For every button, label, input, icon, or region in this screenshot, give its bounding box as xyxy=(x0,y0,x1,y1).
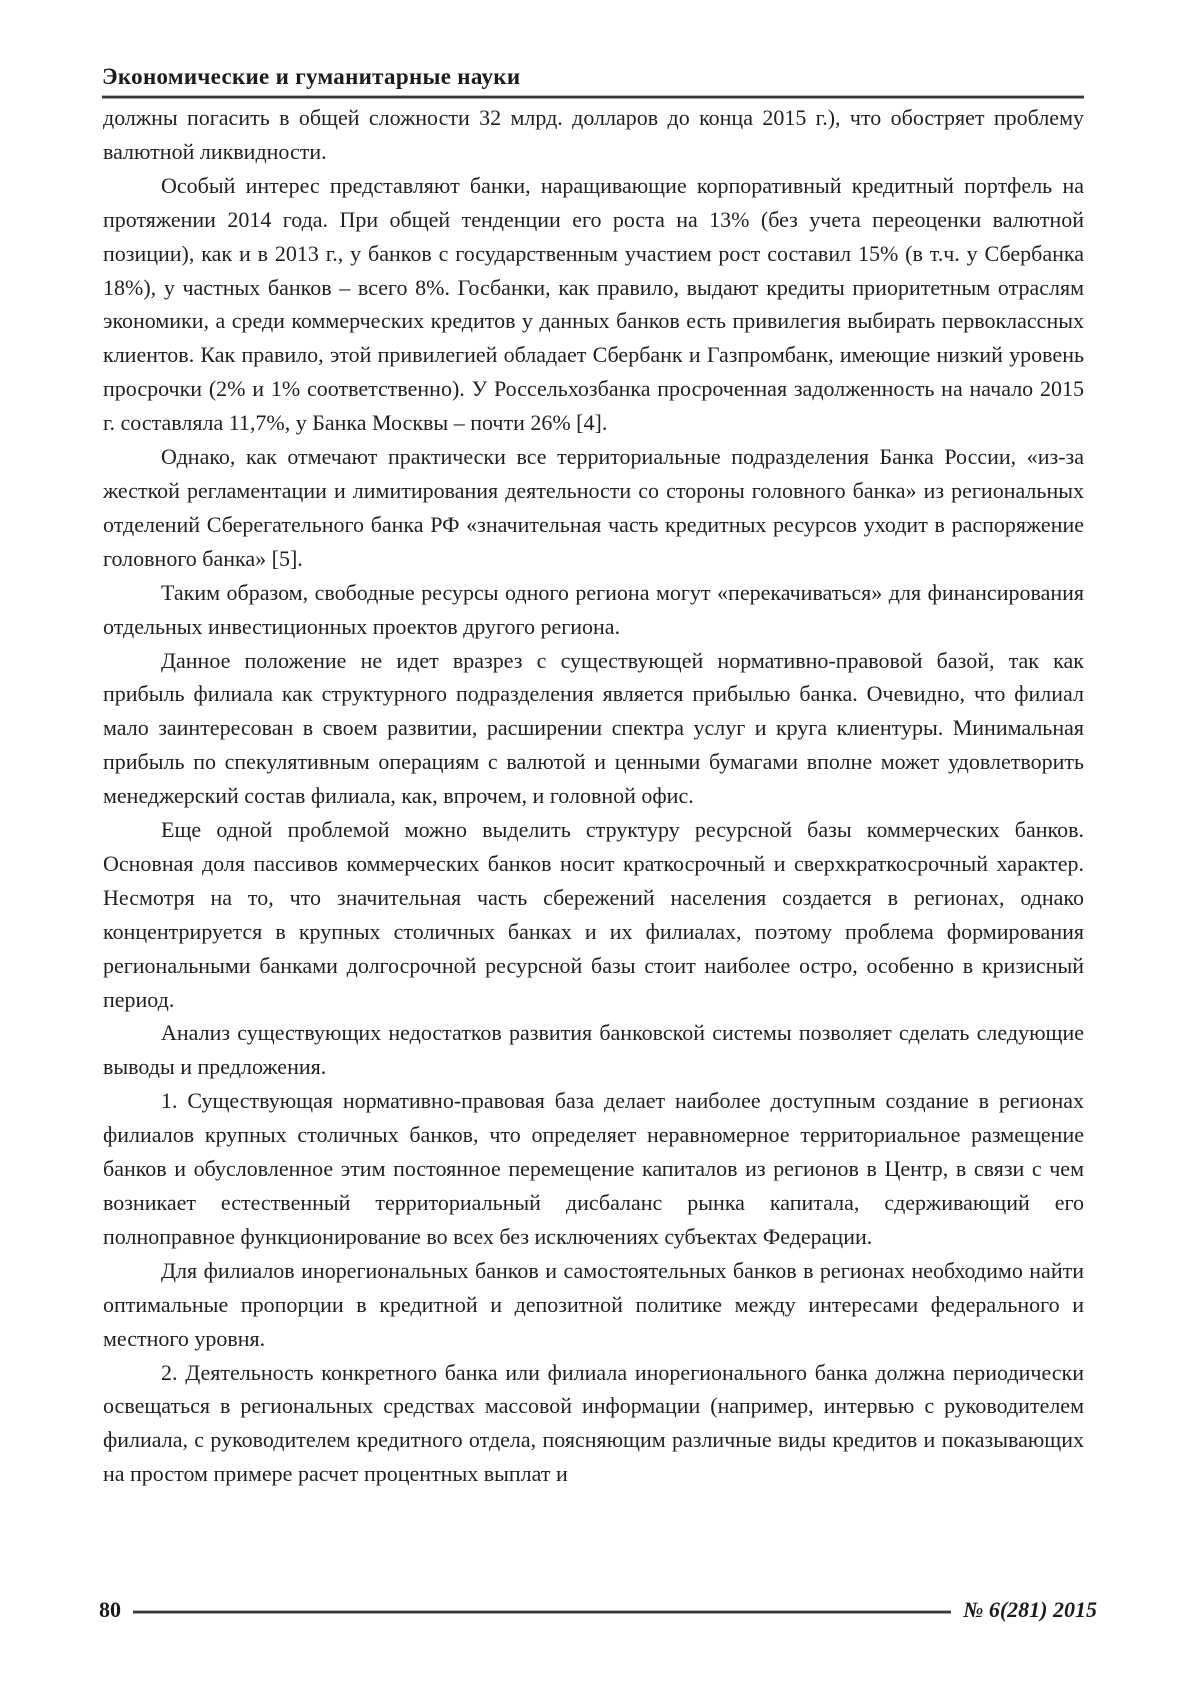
page-footer xyxy=(99,1597,1097,1623)
paragraph: Таким образом, свободные ресурсы одного региона могут «перекачиваться» для финансирования отдельных инвестиционных проектов другого региона. xyxy=(103,579,1084,639)
paragraph: Еще одной проблемой можно выделить структуру ресурсной базы коммерческих банков. Основная доля пассивов коммерческих банков носит краткосрочный и сверхкраткосрочный характер. Несмотря на то, что значительная часть сбережений населения создается в регионах, однако концентрируется в крупных столичных банках и их филиалах, поэтому проблема формирования региональными банками долгосрочной ресурсной базы стоит наиболее остро, особенно в кризисный период. xyxy=(103,817,1084,1012)
paragraph: 1. Существующая нормативно-правовая база делает наиболее доступным создание в регионах филиалов крупных столичных банков, что определяет неравномерное территориальное размещение банков и обусловленное этим постоянное перемещение капиталов из регионов в Центр, в связи с чем возникает естественный территориальный дисбаланс рынка капитала, сдерживающий его полноправное функционирование во всех без исключениях субъектах Федерации. xyxy=(103,1088,1084,1249)
paragraph: Однако, как отмечают практически все территориальные подразделения Банка России, «из-за жесткой регламентации и лимитирования деятельности со стороны головного банка» из региональных отделений Сберегательного банка РФ «значительная часть кредитных ресурсов уходит в распоряжение головного банка» [5]. xyxy=(103,444,1084,571)
header-rule xyxy=(102,95,1084,99)
page-number: 80 xyxy=(99,1597,121,1622)
paragraph: Анализ существующих недостатков развития банковской системы позволяет сделать следующие выводы и предложения. xyxy=(103,1020,1084,1080)
paragraph: должны погасить в общей сложности 32 млрд. долларов до конца 2015 г.), что обостряет проблему валютной ликвидности. xyxy=(103,105,1084,164)
running-head-title: Экономические и гуманитарные науки xyxy=(102,64,521,89)
paragraph: Данное положение не идет вразрез с существующей нормативно-правовой базой, так как прибыль филиала как структурного подразделения является прибылью банка. Очевидно, что филиал мало заинтересован в своем развитии, расширении спектра услуг и круга клиентуры. Минимальная прибыль по спекулятивным операциям с валютой и ценными бумагами вполне может удовлетворить менеджерский состав филиала, как, впрочем, и головной офис. xyxy=(103,647,1084,809)
paragraph: Для филиалов инорегиональных банков и самостоятельных банков в регионах необходимо найти оптимальные пропорции в кредитной и депозитной политике между интересами федерального и местного уровня. xyxy=(103,1257,1084,1351)
page-body xyxy=(103,101,1084,1599)
footer-rule xyxy=(133,1610,951,1614)
page-header xyxy=(102,64,1084,99)
paragraph: Особый интерес представляют банки, наращивающие корпоративный кредитный портфель на протяжении 2014 года. При общей тенденции его роста на 13% (без учета переоценки валютной позиции), как и в 2013 г., у банков с государственным участием рост составил 15% (в т.ч. у Сбербанка 18%), у частных банков – всего 8%. Госбанки, как правило, выдают кредиты приоритетным отраслям экономики, а среди коммерческих кредитов у данных банков есть привилегия выбирать первоклассных клиентов. Как правило, этой привилегией обладает Сбербанк и Газпромбанк, имеющие низкий уровень просрочки (2% и 1% соответственно). У Россельхозбанка просроченная задолженность на начало 2015 г. составляла 11,7%, у Банка Москвы – почти 26% [4]. xyxy=(103,172,1084,436)
paragraph: 2. Деятельность конкретного банка или филиала инорегионального банка должна периодически освещаться в региональных средствах массовой информации (например, интервью с руководителем филиала, с руководителем кредитного отдела, поясняющим различные виды кредитов и показывающих на простом примере расчет процентных выплат и xyxy=(103,1359,1084,1487)
issue-label: № 6(281) 2015 xyxy=(963,1597,1097,1622)
